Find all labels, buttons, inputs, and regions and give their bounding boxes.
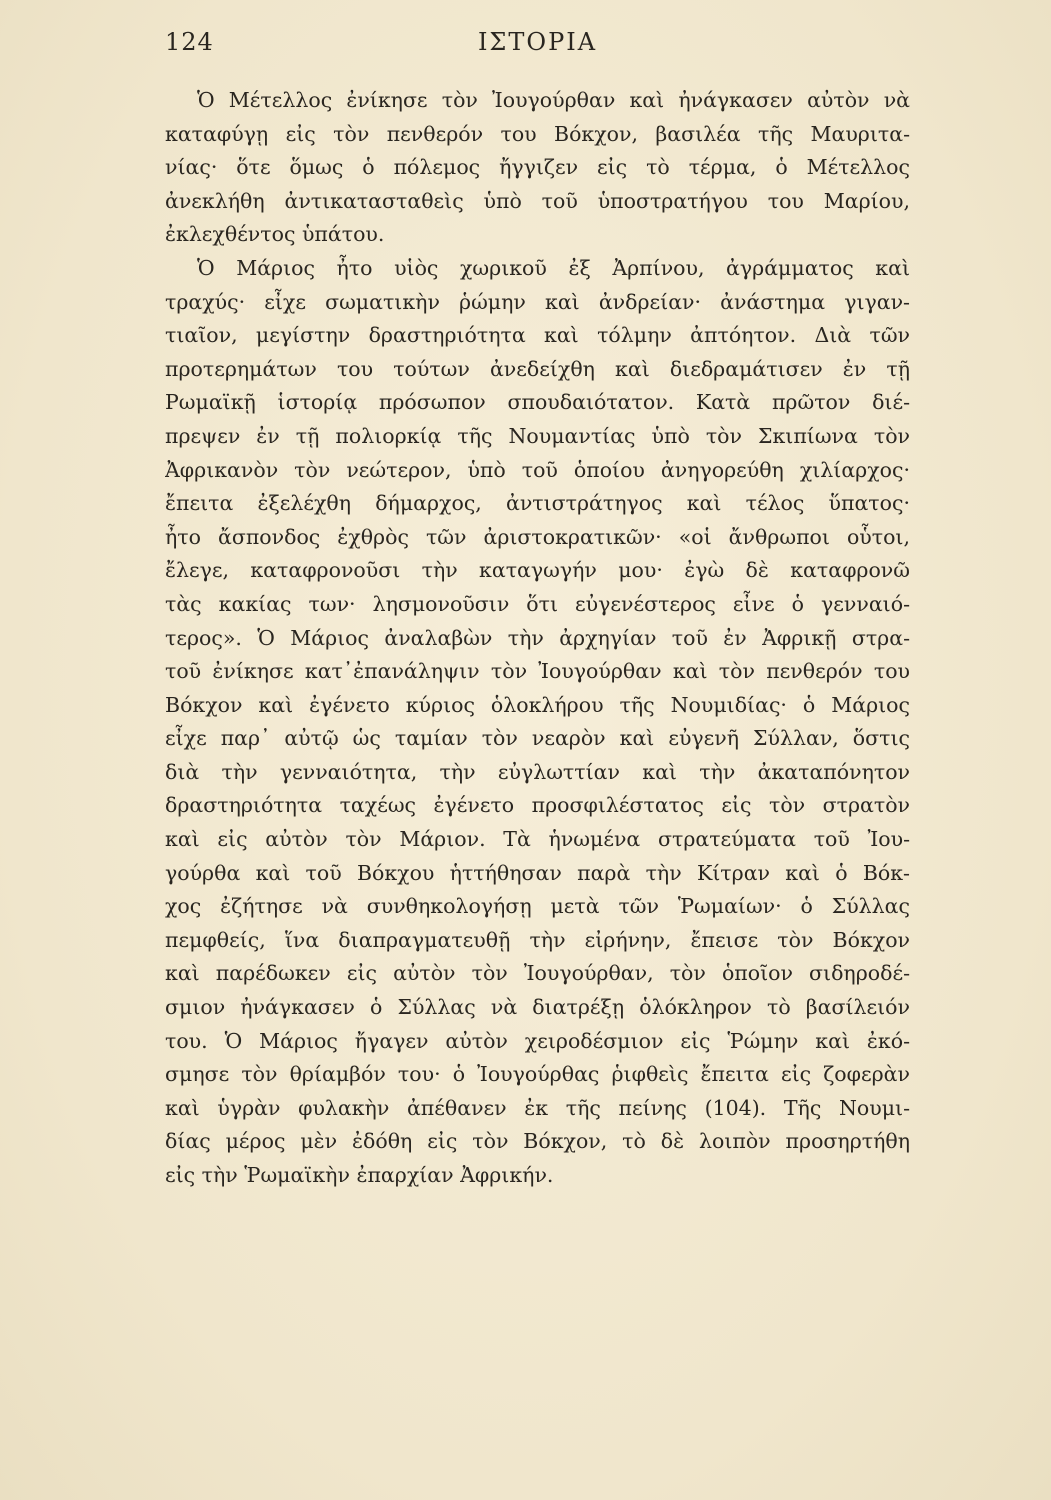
- text-line: χος ἐζήτησε νὰ συνθηκολογήσῃ μετὰ τῶν Ῥωμαίων· ὁ Σύλλας: [165, 894, 910, 919]
- text-line: καὶ εἰς αὐτὸν τὸν Μάριον. Τὰ ἡνωμένα στρατεύματα τοῦ Ἰου-: [165, 827, 910, 852]
- page-header: [165, 28, 910, 64]
- body-text: [165, 84, 910, 1193]
- text-line: πρεψεν ἐν τῇ πολιορκίᾳ τῆς Νουμαντίας ὑπὸ τὸν Σκιπίωνα τὸν: [165, 423, 910, 448]
- text-line: προτερημάτων του τούτων ἀνεδείχθη καὶ διεδραμάτισεν ἐν τῇ: [165, 356, 910, 381]
- text-line: τραχύς· εἶχε σωματικὴν ῥώμην καὶ ἀνδρείαν· ἀνάστημα γιγαν-: [165, 289, 910, 314]
- text-line: ἐκλεχθέντος ὑπάτου.: [165, 222, 385, 247]
- text-line: ἔπειτα ἐξελέχθη δήμαρχος, ἀντιστράτηγος καὶ τέλος ὕπατος·: [165, 491, 910, 516]
- text-line: σμιον ἠνάγκασεν ὁ Σύλλας νὰ διατρέξῃ ὁλόκληρον τὸ βασίλειόν: [165, 995, 910, 1020]
- text-line: τερος». Ὁ Μάριος ἀναλαβὼν τὴν ἀρχηγίαν τοῦ ἐν Ἀφρικῇ στρα-: [165, 625, 910, 650]
- text-line: νίας· ὅτε ὅμως ὁ πόλεμος ἤγγιζεν εἰς τὸ τέρμα, ὁ Μέτελλος: [165, 155, 910, 180]
- text-line: Βόκχον καὶ ἐγένετο κύριος ὁλοκλήρου τῆς Νουμιδίας· ὁ Μάριος: [165, 692, 910, 717]
- text-line: ἦτο ἄσπονδος ἐχθρὸς τῶν ἀριστοκρατικῶν· «οἱ ἄνθρωποι οὗτοι,: [165, 524, 910, 549]
- text-line: Ὁ Μάριος ἦτο υἱὸς χωρικοῦ ἐξ Ἀρπίνου, ἀγράμματος καὶ: [197, 255, 910, 280]
- text-line: Ρωμαϊκῇ ἱστορίᾳ πρόσωπον σπουδαιότατον. Κατὰ πρῶτον διέ-: [165, 390, 910, 415]
- text-line: καταφύγῃ εἰς τὸν πενθερόν του Βόκχον, βασιλέα τῆς Μαυριτα-: [165, 121, 910, 146]
- text-line: τιαῖον, μεγίστην δραστηριότητα καὶ τόλμην ἀπτόητον. Διὰ τῶν: [165, 323, 910, 348]
- text-line: δίας μέρος μὲν ἐδόθη εἰς τὸν Βόκχον, τὸ δὲ λοιπὸν προσηρτήθη: [165, 1129, 910, 1154]
- text-line: καὶ παρέδωκεν εἰς αὐτὸν τὸν Ἰουγούρθαν, τὸν ὁποῖον σιδηροδέ-: [165, 961, 910, 986]
- text-line: ἀνεκλήθη ἀντικατασταθεὶς ὑπὸ τοῦ ὑποστρατήγου του Μαρίου,: [165, 188, 910, 213]
- text-line: τοῦ ἐνίκησε κατ᾽ἐπανάληψιν τὸν Ἰουγούρθαν καὶ τὸν πενθερόν του: [165, 659, 910, 684]
- page-number: 124: [165, 28, 214, 56]
- text-line: ἔλεγε, καταφρονοῦσι τὴν καταγωγήν μου· ἐγὼ δὲ καταφρονῶ: [165, 558, 910, 583]
- text-line: γούρθα καὶ τοῦ Βόκχου ἡττήθησαν παρὰ τὴν Κίτραν καὶ ὁ Βόκ-: [165, 860, 910, 885]
- text-line: Ἀφρικανὸν τὸν νεώτερον, ὑπὸ τοῦ ὁποίου ἀνηγορεύθη χιλίαρχος·: [165, 457, 910, 482]
- text-line: Ὁ Μέτελλος ἐνίκησε τὸν Ἰουγούρθαν καὶ ἠνάγκασεν αὐτὸν νὰ: [197, 88, 910, 112]
- text-line: εἶχε παρ᾽ αὐτῷ ὡς ταμίαν τὸν νεαρὸν καὶ εὐγενῆ Σύλλαν, ὅστις: [165, 726, 910, 751]
- text-line: εἰς τὴν Ῥωμαϊκὴν ἐπαρχίαν Ἀφρικήν.: [165, 1163, 554, 1187]
- text-line: διὰ τὴν γενναιότητα, τὴν εὐγλωττίαν καὶ τὴν ἀκαταπόνητον: [165, 759, 910, 784]
- text-line: πεμφθείς, ἵνα διαπραγματευθῇ τὴν εἰρήνην, ἔπεισε τὸν Βόκχον: [165, 927, 910, 952]
- text-line: καὶ ὑγρὰν φυλακὴν ἀπέθανεν ἐκ τῆς πείνης (104). Τῆς Νουμι-: [165, 1095, 910, 1120]
- text-line: σμησε τὸν θρίαμβόν του· ὁ Ἰουγούρθας ῥιφθεὶς ἔπειτα εἰς ζοφερὰν: [165, 1062, 910, 1087]
- running-title: ΙΣΤΟΡΙΑ: [477, 28, 598, 56]
- text-line: δραστηριότητα ταχέως ἐγένετο προσφιλέστατος εἰς τὸν στρατὸν: [165, 793, 910, 818]
- text-line: του. Ὁ Μάριος ἤγαγεν αὐτὸν χειροδέσμιον εἰς Ῥώμην καὶ ἐκό-: [165, 1028, 910, 1053]
- text-line: τὰς κακίας των· λησμονοῦσιν ὅτι εὐγενέστερος εἶνε ὁ γενναιό-: [165, 591, 910, 616]
